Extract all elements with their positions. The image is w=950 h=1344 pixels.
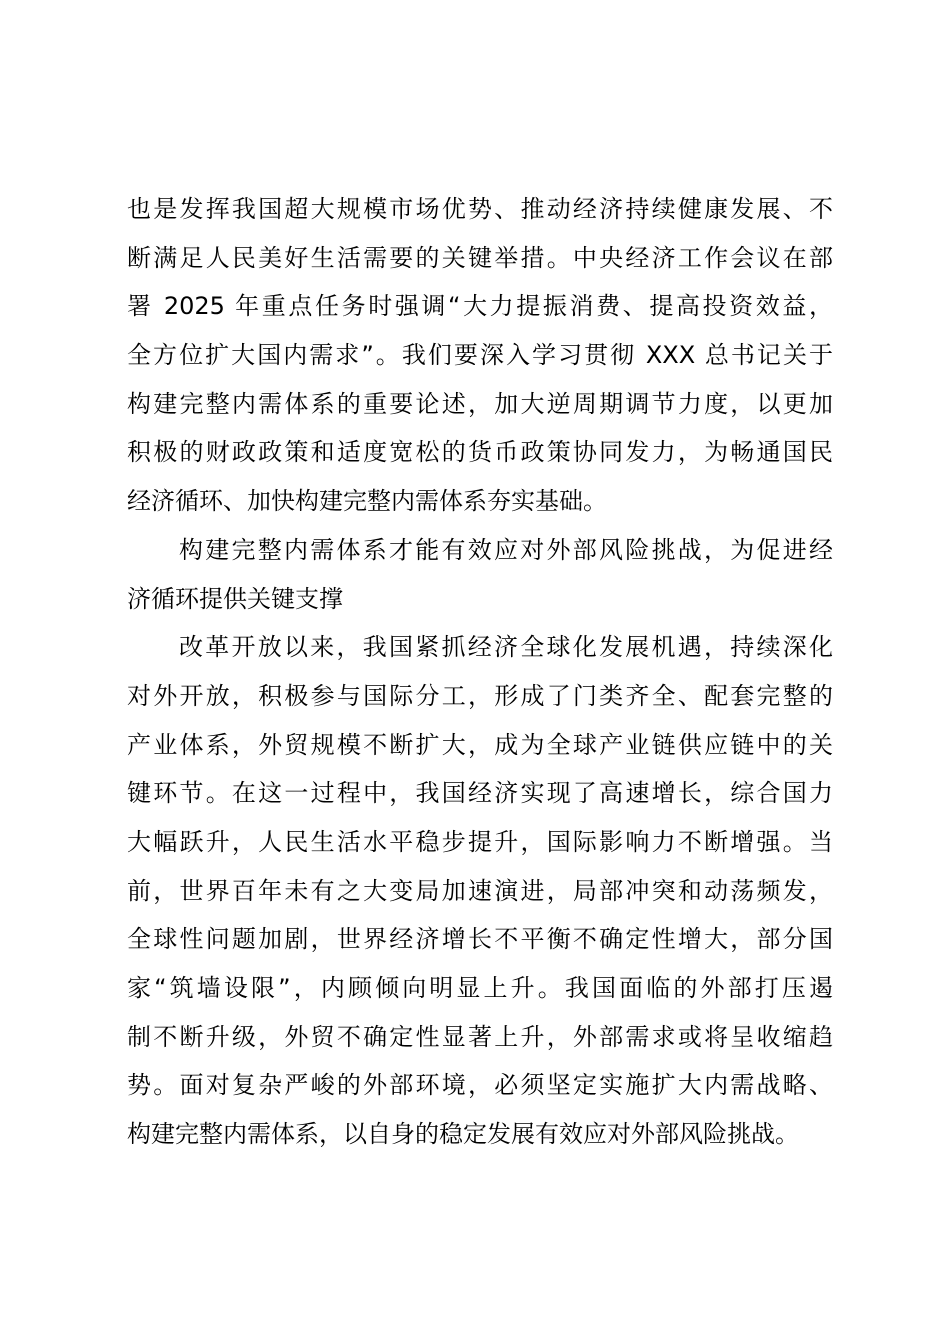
text-line: 家“筑墙设限”，内顾倾向明显上升。我国面临的外部打压遏 [127,974,833,1002]
text-line: 对外开放，积极参与国际分工，形成了门类齐全、配套完整的 [127,681,833,710]
text-line: 构建完整内需体系的重要论述，加大逆周期调节力度，以更加 [127,389,833,418]
text-line: 键环节。在这一过程中，我国经济实现了高速增长，综合国力 [127,779,833,808]
text-line: 势。面对复杂严峻的外部环境，必须坚定实施扩大内需战略、 [127,1071,833,1100]
section-heading [127,526,833,623]
text-line: 积极的财政政策和适度宽松的货币政策协同发力，为畅通国民 [127,438,833,467]
text-line: 构建完整内需体系，以自身的稳定发展有效应对外部风险挑战。 [127,1120,799,1149]
text-line: 大幅跃升，人民生活水平稳步提升，国际影响力不断增强。当 [127,827,833,856]
text-line: 全球性问题加剧，世界经济增长不平衡不确定性增大，部分国 [127,925,833,954]
text-line: 经济循环、加快构建完整内需体系夯实基础。 [127,487,607,516]
text-line: 前，世界百年未有之大变局加速演进，局部冲突和动荡频发， [127,876,833,905]
text-line: 产业体系，外贸规模不断扩大，成为全球产业链供应链中的关 [127,730,833,759]
text-line: 也是发挥我国超大规模市场优势、推动经济持续健康发展、不 [127,195,833,223]
text-line: 断满足人民美好生活需要的关键举措。中央经济工作会议在部 [127,243,833,272]
text-line: 署 2025 年重点任务时强调“大力提振消费、提高投资效益， [127,292,833,321]
text-line: 制不断升级，外贸不确定性显著上升，外部需求或将呈收缩趋 [127,1022,833,1051]
text-line: 全方位扩大国内需求”。我们要深入学习贯彻 XXX 总书记关于 [127,341,833,370]
text-line: 改革开放以来，我国紧抓经济全球化发展机遇，持续深化 [179,633,833,662]
text-line: 构建完整内需体系才能有效应对外部风险挑战，为促进经 [179,535,833,564]
paragraph-3 [127,623,833,1159]
body-text [127,185,833,1159]
text-line: 济循环提供关键支撑 [127,584,343,613]
paragraph-1 [127,185,833,526]
